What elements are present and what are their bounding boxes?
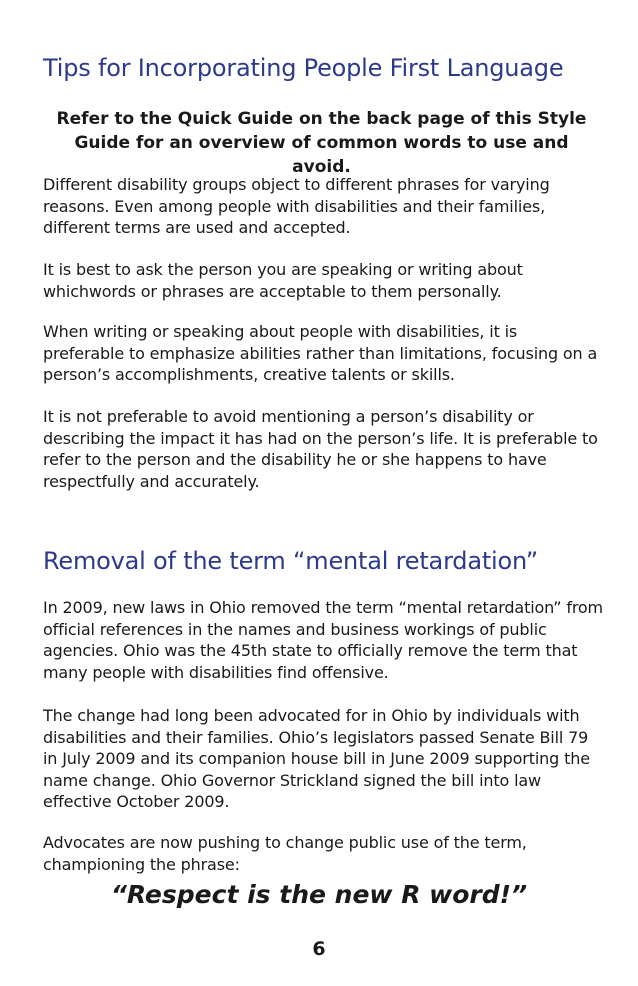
paragraph-disability-groups: Different disability groups object to different phrases for varying reasons. Even among people with disabilities and their families, different terms are used and accepted.: [43, 175, 550, 237]
paragraph-ohio-laws: In 2009, new laws in Ohio removed the term “mental retardation” from official references in the names and business workings of public agencies. Ohio was the 45th state to officially remove the term that many people with disabilities find offensive.: [43, 598, 603, 682]
respect-quote: “Respect is the new R word!”: [110, 880, 528, 909]
paragraph-advocates-pushing: Advocates are now pushing to change public use of the term, championing the phrase:: [43, 833, 527, 874]
paragraph-ask-person: It is best to ask the person you are speaking or writing about whichwords or phrases are acceptable to them personally.: [43, 260, 523, 301]
paragraph-advocated-change: The change had long been advocated for in Ohio by individuals with disabilities and their families. Ohio’s legislators passed Senate Bill 79 in July 2009 and its companion house bill in June 2009 supporting the name change. Ohio Governor Strickland signed the bill into law effective October 2009.: [43, 706, 590, 811]
section-heading-removal: Removal of the term “mental retardation”: [43, 547, 538, 575]
quick-guide-callout: Refer to the Quick Guide on the back page of this Style Guide for an overview of common words to use and avoid.: [56, 109, 587, 177]
paragraph-mention-disability: It is not preferable to avoid mentioning a person’s disability or describing the impact it has had on the person’s life. It is preferable to refer to the person and the disability he or she happens to have respectfully and accurately.: [43, 407, 598, 491]
paragraph-emphasize-abilities: When writing or speaking about people with disabilities, it is preferable to emphasize abilities rather than limitations, focusing on a person’s accomplishments, creative talents or skills.: [43, 322, 598, 384]
page-number: 6: [312, 938, 326, 960]
section-heading-tips: Tips for Incorporating People First Language: [43, 54, 564, 82]
